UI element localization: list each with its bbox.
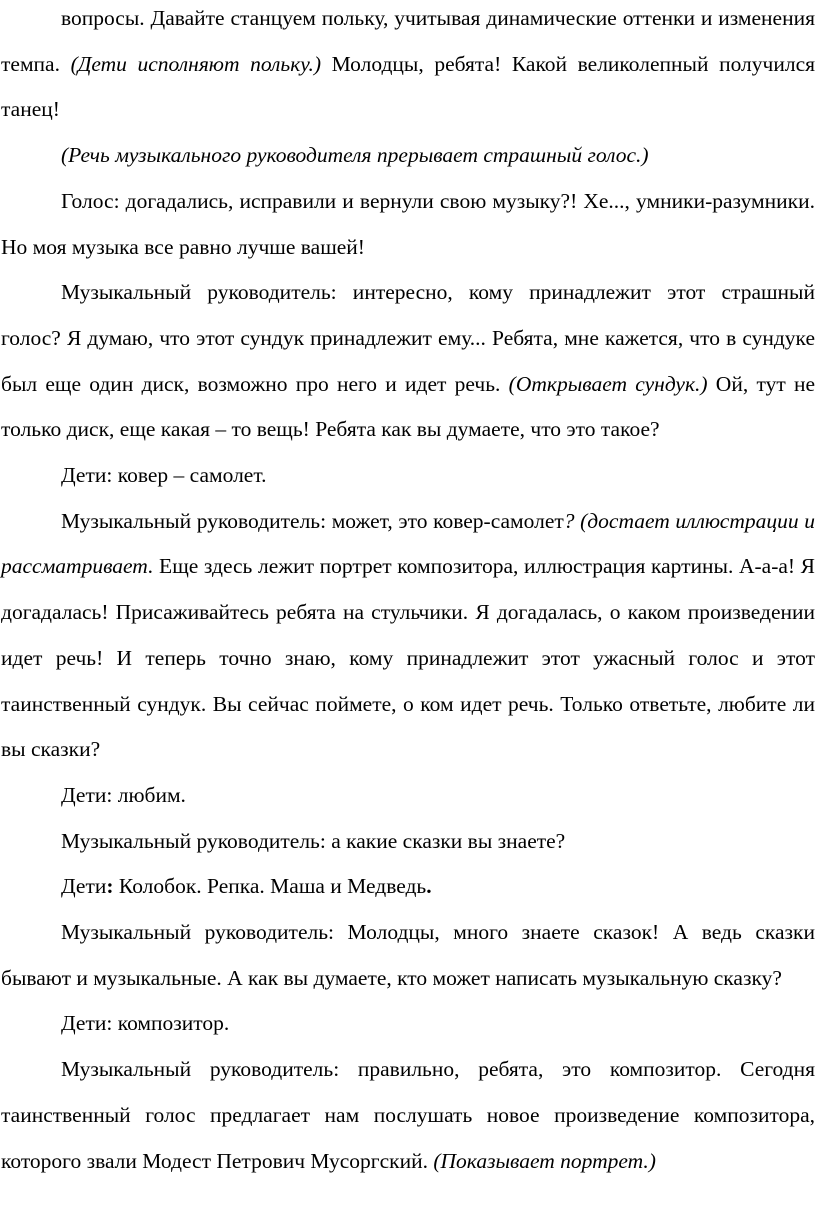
paragraph — [1, 499, 815, 773]
paragraph-text: Музыкальный руководитель: может, это ковер-самолет — [61, 508, 564, 533]
paragraph-text: Музыкальный руководитель: Молодцы, много знаете сказок! А ведь сказки бывают и музыкальные. А как вы думаете, кто может написать музыкальную сказку? — [1, 920, 815, 990]
paragraph-text: Колобок. Репка. Маша и Медведь — [113, 874, 427, 899]
paragraph — [1, 864, 815, 910]
paragraph — [1, 819, 815, 865]
paragraph-text: Дети: композитор. — [61, 1011, 230, 1036]
bold-punctuation: : — [106, 874, 114, 899]
paragraph — [1, 773, 815, 819]
paragraph-text: Музыкальный руководитель: интересно, кому принадлежит этот страшный голос? Я думаю, что этот сундук принадлежит ему... Ребята, мне кажется, что в сундуке был еще один диск, возможно про него и идет речь. — [1, 280, 815, 396]
paragraph — [1, 270, 815, 453]
paragraph — [1, 1047, 815, 1184]
paragraph-text: Ой, тут не только диск, еще какая – то вещь! Ребята как вы думаете, что это такое? — [1, 371, 816, 442]
paragraph-text: Дети — [61, 874, 107, 899]
paragraph — [1, 179, 815, 270]
paragraph — [1, 133, 815, 179]
stage-direction: (Открывает сундук.) — [508, 371, 708, 396]
paragraph-text: Дети: любим. — [61, 782, 186, 807]
paragraph — [1, 0, 815, 133]
paragraph-text: Дети: ковер – самолет. — [61, 463, 267, 488]
paragraph-text: Молодцы, ребята! Какой великолепный получился танец! — [1, 51, 816, 122]
paragraph-text: Музыкальный руководитель: правильно, ребята, это композитор. Сегодня таинственный голос предлагает нам послушать новое произведение композитора, которого звали Модест Петрович Мусоргский. — [1, 1057, 815, 1173]
paragraph — [1, 453, 815, 499]
document-body — [1, 0, 815, 1184]
stage-direction: (Дети исполняют польку.) — [70, 51, 321, 76]
paragraph-text: Еще здесь лежит портрет композитора, иллюстрация картины. А-а-а! Я догадалась! Присаживайтесь ребята на стульчики. Я догадалась, о каком произведении идет речь! И теперь точно знаю, кому принадлежит этот ужасный голос и этот таинственный сундук. Вы сейчас поймете, о ком идет речь. Только ответьте, любите ли вы сказки? — [1, 554, 815, 762]
paragraph-text: Музыкальный руководитель: а какие сказки вы знаете? — [61, 828, 566, 853]
paragraph-text: Голос: догадались, исправили и вернули свою музыку?! Хе..., умники-разумники. Но моя музыка все равно лучше вашей! — [1, 188, 815, 259]
paragraph — [1, 910, 815, 1001]
paragraph — [1, 1001, 815, 1047]
bold-punctuation: . — [426, 874, 432, 899]
stage-direction: (Речь музыкального руководителя прерывает страшный голос.) — [61, 143, 649, 168]
stage-direction: (Показывает портрет.) — [433, 1148, 656, 1173]
stage-direction: ? (достает иллюстрации и рассматривает. — [1, 508, 815, 579]
paragraph-text: вопросы. Давайте станцуем польку, учитывая динамические оттенки и изменения темпа. — [1, 6, 815, 76]
